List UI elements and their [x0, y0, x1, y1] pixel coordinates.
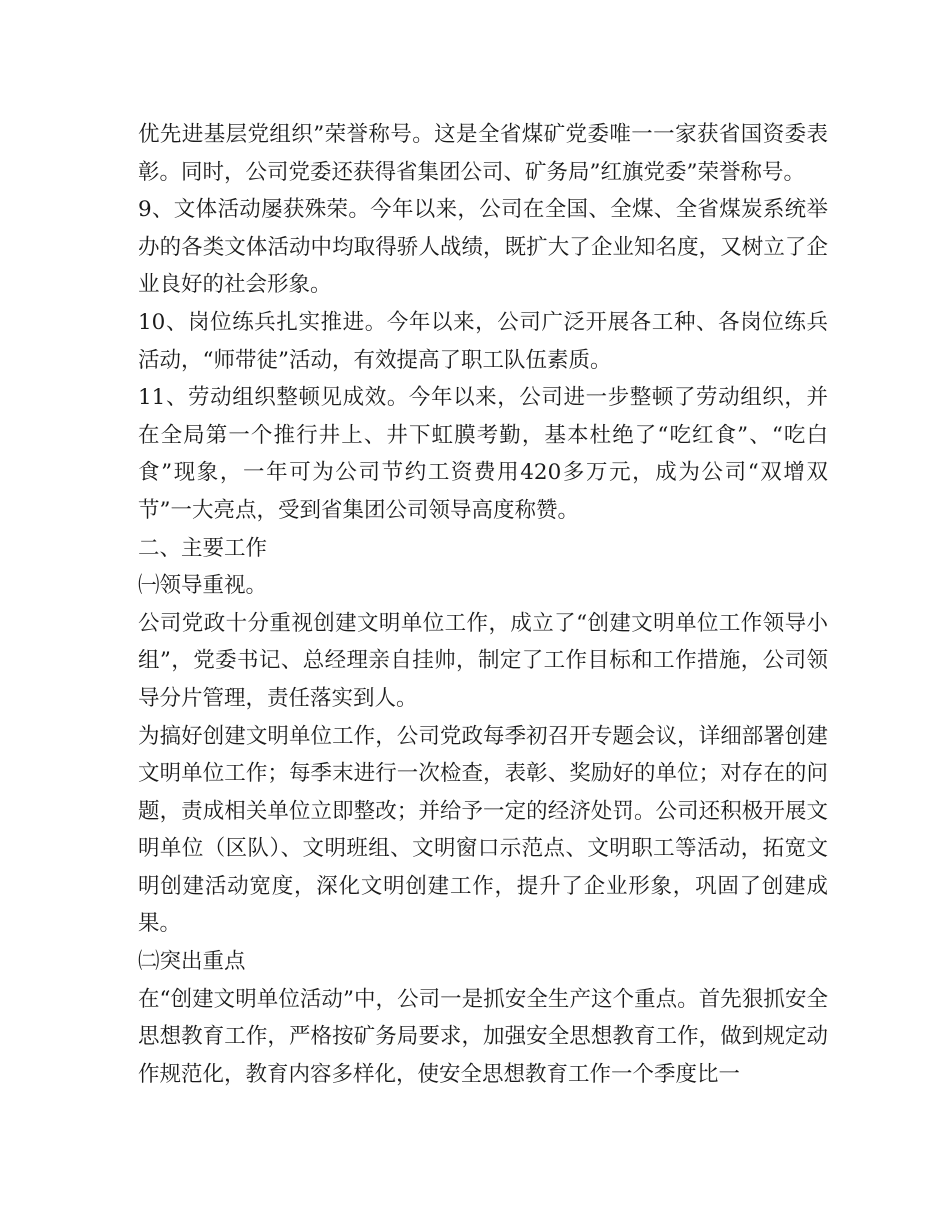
- subheading-leadership: ㈠领导重视。: [138, 573, 268, 599]
- paragraph-quarterly-meetings: 为搞好创建文明单位工作，公司党政每季初召开专题会议，详细部署创建文明单位工作；每季末进行一次检查，表彰、奖励好的单位；对存在的问题，责成相关单位立即整改；并给予一定的经济处罚。公司还积极开展文明单位（区队）、文明班组、文明窗口示范点、文明职工等活动，拓宽文明创建活动宽度，深化文明创建工作，提升了企业形象，巩固了创建成果。: [138, 723, 828, 937]
- section-heading-main-work: 二、主要工作: [138, 535, 268, 561]
- paragraph-safety-production: 在“创建文明单位活动”中，公司一是抓安全生产这个重点。首先狠抓安全思想教育工作，严格按矿务局要求，加强安全思想教育工作，做到规定动作规范化，教育内容多样化，使安全思想教育工作一个季度比一: [138, 986, 828, 1087]
- paragraph-leadership-group: 公司党政十分重视创建文明单位工作，成立了“创建文明单位工作领导小组”，党委书记、总经理亲自挂帅，制定了工作目标和工作措施，公司领导分片管理，责任落实到人。: [138, 610, 828, 711]
- document-body: [138, 116, 828, 1093]
- subheading-key-points: ㈡突出重点: [138, 949, 246, 975]
- paragraph-item-11: 11、劳动组织整顿见成效。今年以来，公司进一步整顿了劳动组织，并在全局第一个推行井上、井下虹膜考勤，基本杜绝了“吃红食”、“吃白食”现象，一年可为公司节约工资费用420多万元，成为公司“双增双节”一大亮点，受到省集团公司领导高度称赞。: [138, 385, 828, 523]
- paragraph-honor-title: 优先进基层党组织”荣誉称号。这是全省煤矿党委唯一一家获省国资委表彰。同时，公司党委还获得省集团公司、矿务局”红旗党委”荣誉称号。: [138, 122, 828, 185]
- paragraph-item-9: 9、文体活动屡获殊荣。今年以来，公司在全国、全煤、全省煤炭系统举办的各类文体活动中均取得骄人战绩，既扩大了企业知名度，又树立了企业良好的社会形象。: [138, 197, 828, 298]
- paragraph-item-10: 10、岗位练兵扎实推进。今年以来，公司广泛开展各工种、各岗位练兵活动，“师带徒”活动，有效提高了职工队伍素质。: [138, 309, 828, 373]
